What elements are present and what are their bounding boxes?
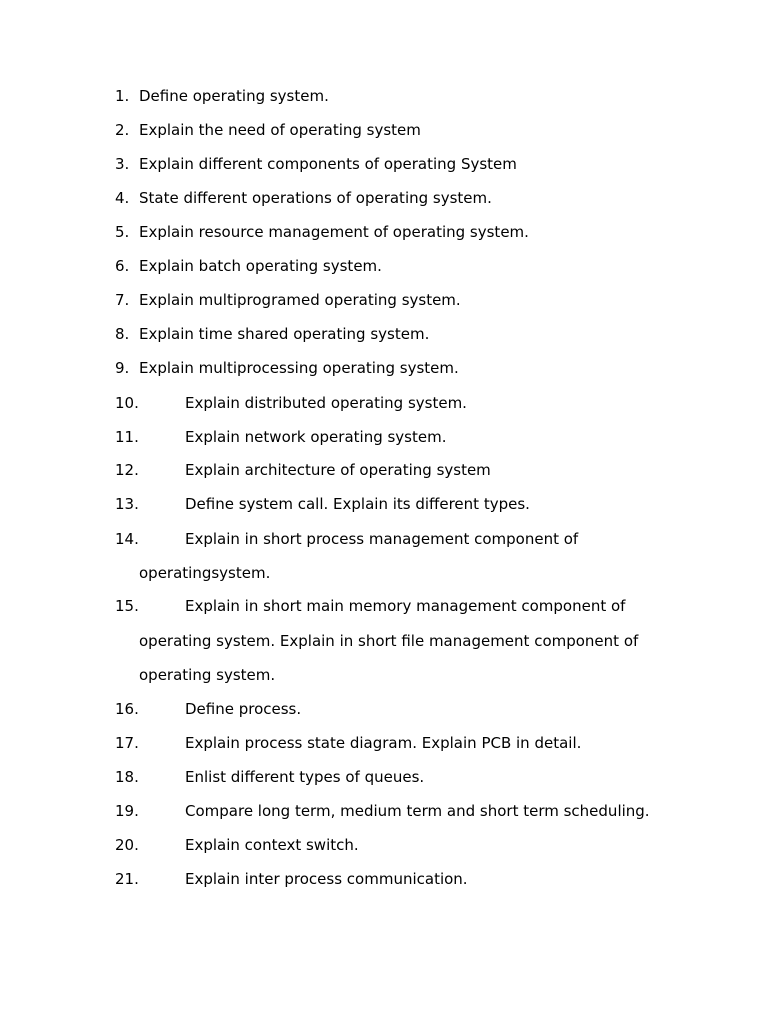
question-text: Define process. bbox=[185, 700, 302, 718]
question-number: 3. bbox=[115, 155, 130, 173]
question-number: 19. bbox=[115, 802, 139, 820]
question-number: 5. bbox=[115, 223, 130, 241]
question-text-continued: operating system. bbox=[139, 666, 276, 684]
question-number: 6. bbox=[115, 257, 130, 275]
question-number: 18. bbox=[115, 768, 139, 786]
question-text: Explain distributed operating system. bbox=[185, 394, 467, 412]
question-text: Enlist different types of queues. bbox=[185, 768, 425, 786]
question-text: Explain network operating system. bbox=[185, 428, 447, 446]
question-text: Explain in short process management component of bbox=[185, 530, 579, 548]
question-number: 10. bbox=[115, 394, 139, 412]
question-text: Explain different components of operating System bbox=[139, 155, 517, 173]
question-number: 9. bbox=[115, 359, 130, 377]
question-number: 20. bbox=[115, 836, 139, 854]
question-text-continued: operatingsystem. bbox=[139, 564, 271, 582]
question-text: Explain process state diagram. Explain PCB in detail. bbox=[185, 734, 582, 752]
question-number: 1. bbox=[115, 87, 130, 105]
question-number: 15. bbox=[115, 597, 139, 615]
question-number: 12. bbox=[115, 461, 139, 479]
question-text: Explain inter process communication. bbox=[185, 870, 468, 888]
question-text: Explain resource management of operating system. bbox=[139, 223, 529, 241]
question-text: Compare long term, medium term and short term scheduling. bbox=[185, 802, 650, 820]
question-number: 7. bbox=[115, 291, 130, 309]
question-text: Define system call. Explain its different types. bbox=[185, 495, 530, 513]
question-text: State different operations of operating system. bbox=[139, 189, 492, 207]
question-number: 2. bbox=[115, 121, 130, 139]
question-number: 16. bbox=[115, 700, 139, 718]
question-number: 21. bbox=[115, 870, 139, 888]
question-number: 13. bbox=[115, 495, 139, 513]
question-number: 11. bbox=[115, 428, 139, 446]
question-text: Explain batch operating system. bbox=[139, 257, 382, 275]
question-text-continued: operating system. Explain in short file management component of bbox=[139, 632, 639, 650]
question-text: Explain multiprogramed operating system. bbox=[139, 291, 461, 309]
question-text: Explain time shared operating system. bbox=[139, 325, 430, 343]
question-number: 4. bbox=[115, 189, 130, 207]
question-number: 17. bbox=[115, 734, 139, 752]
question-number: 14. bbox=[115, 530, 139, 548]
question-text: Explain architecture of operating system bbox=[185, 461, 491, 479]
question-text: Define operating system. bbox=[139, 87, 329, 105]
question-text: Explain the need of operating system bbox=[139, 121, 421, 139]
question-text: Explain in short main memory management component of bbox=[185, 597, 626, 615]
question-number: 8. bbox=[115, 325, 130, 343]
question-text: Explain multiprocessing operating system. bbox=[139, 359, 459, 377]
question-text: Explain context switch. bbox=[185, 836, 359, 854]
